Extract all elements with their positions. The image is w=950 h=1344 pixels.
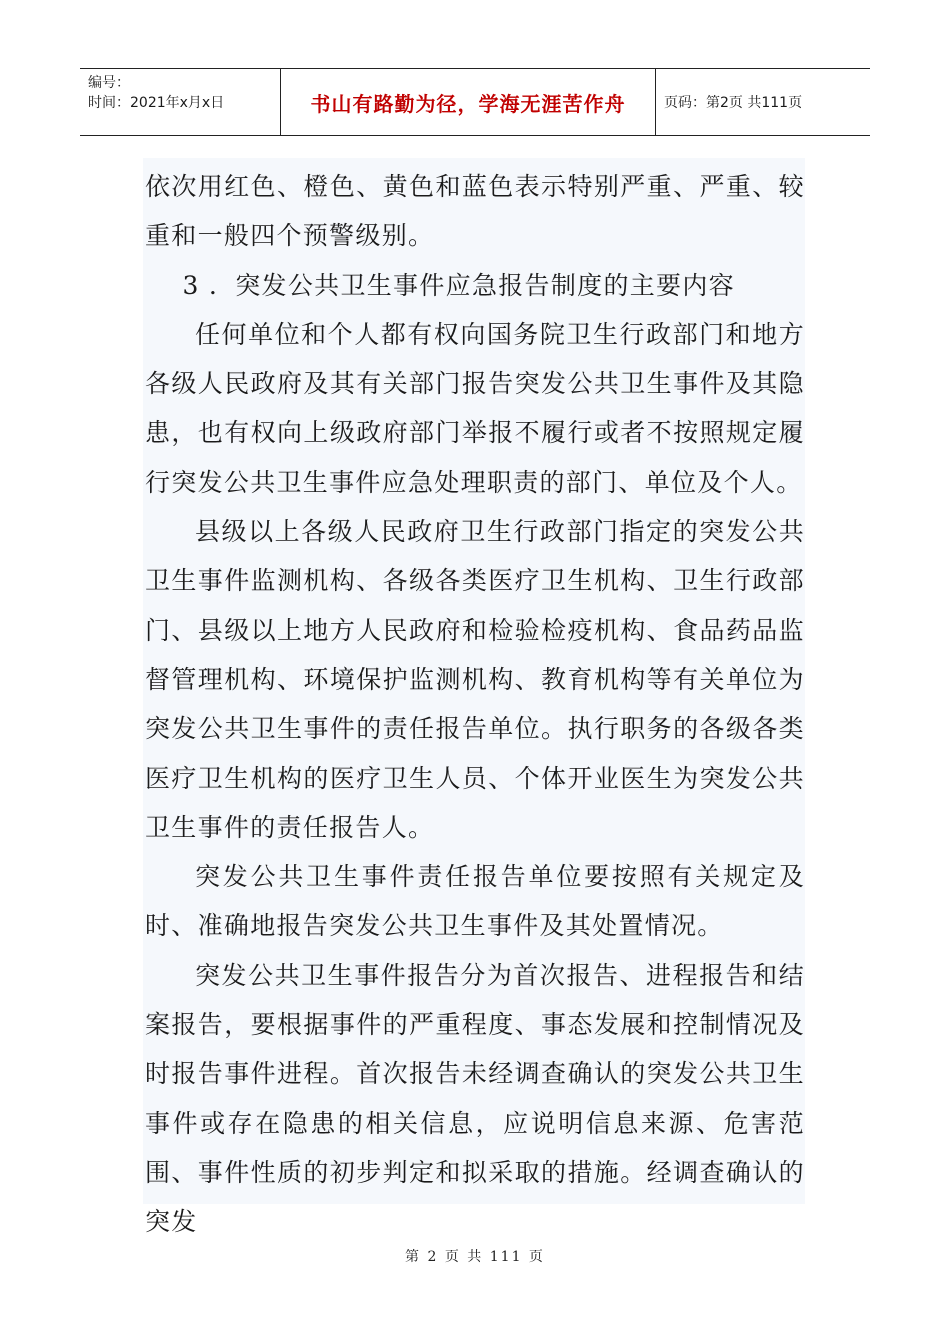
document-body — [143, 158, 805, 1237]
date-line: 时间：2021年x月x日 — [88, 95, 225, 111]
header-meta — [80, 69, 281, 135]
page-footer: 第 2 页 共 111 页 — [405, 1249, 545, 1265]
paragraph-continuation: 依次用红色、橙色、黄色和蓝色表示特别严重、严重、较重和一般四个预警级别。 — [145, 172, 805, 251]
paragraph: 任何单位和个人都有权向国务院卫生行政部门和地方各级人民政府及其有关部门报告突发公共卫生事件及其隐患，也有权向上级政府部门举报不履行或者不按照规定履行突发公共卫生事件应急处理职责的部门、单位及个人。 — [145, 319, 805, 497]
section-heading: 3 ．突发公共卫生事件应急报告制度的主要内容 — [182, 270, 735, 300]
header-motto: 书山有路勤为径，学海无涯苦作舟 — [281, 69, 656, 135]
paragraph: 突发公共卫生事件报告分为首次报告、进程报告和结案报告，要根据事件的严重程度、事态发展和控制情况及时报告事件进程。首次报告未经调查确认的突发公共卫生事件或存在隐患的相关信息，应说明信息来源、危害范围、事件性质的初步判定和拟采取的措施。经调查确认的突发 — [145, 960, 805, 1237]
paragraph: 县级以上各级人民政府卫生行政部门指定的突发公共卫生事件监测机构、各级各类医疗卫生机构、卫生行政部门、县级以上地方人民政府和检验检疫机构、食品药品监督管理机构、环境保护监测机构、教育机构等有关单位为突发公共卫生事件的责任报告单位。执行职务的各级各类医疗卫生机构的医疗卫生人员、个体开业医生为突发公共卫生事件的责任报告人。 — [145, 517, 805, 842]
paragraph: 突发公共卫生事件责任报告单位要按照有关规定及时、准确地报告突发公共卫生事件及其处置情况。 — [145, 862, 805, 941]
serial-label: 编号： — [88, 75, 130, 91]
header-page-info: 页码：第2页 共111页 — [664, 95, 803, 111]
page-header — [80, 68, 870, 136]
